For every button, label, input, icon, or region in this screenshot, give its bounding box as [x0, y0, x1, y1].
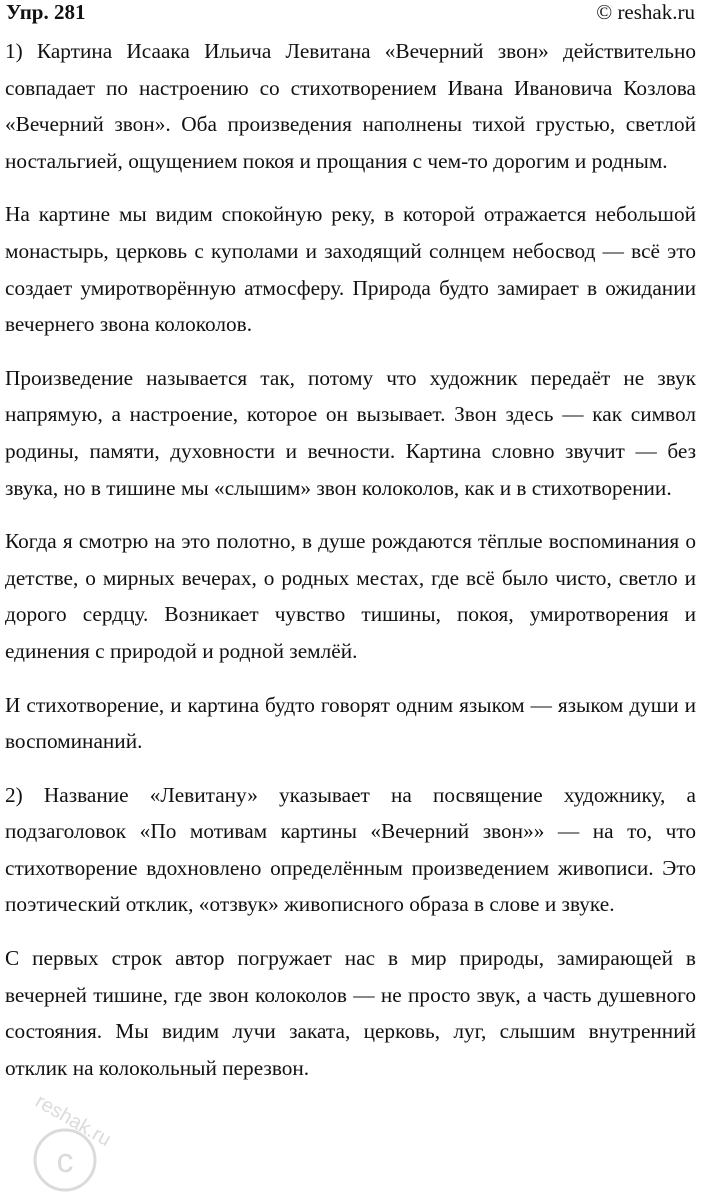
paragraph: Когда я смотрю на это полотно, в душе рождаются тёплые воспоминания о детстве, о мирных вечерах, о родных местах, где всё было чисто, светло и дорого сердцу. Возникает чувство тишины, покоя, умиротворения и единения с природой и родной землёй. [5, 529, 696, 663]
paragraph: Произведение называется так, потому что художник передаёт не звук напрямую, а настроение, которое он вызывает. Звон здесь — как символ родины, памяти, духовности и вечности. Картина словно звучит — без звука, но в тишине мы «слышим» звон колоколов, как и в стихотворении. [5, 365, 696, 500]
page-header [6, 0, 695, 26]
answer-text [5, 33, 696, 1103]
svg-text:reshak.ru: reshak.ru [31, 1090, 115, 1152]
exercise-title: Упр. 281 [6, 0, 86, 24]
paragraph: 1) Картина Исаака Ильича Левитана «Вечерний звон» действительно совпадает по настроению со стихотворением Ивана Ивановича Козлова «Вечерний звон». Оба произведения наполнены тихой грустью, светлой ностальгией, ощущением покоя и прощания с чем-то дорогим и родным. [5, 39, 696, 173]
svg-text:c: c [56, 1142, 74, 1180]
paragraph: С первых строк автор погружает нас в мир природы, замирающей в вечерней тишине, где звон колоколов — не просто звук, а часть душевного состояния. Мы видим лучи заката, церковь, луг, слышим внутренний отклик на колокольный перезвон. [5, 946, 696, 1080]
paragraph: 2) Название «Левитану» указывает на посвящение художнику, а подзаголовок «По мотивам картины «Вечерний звон»» — на то, что стихотворение вдохновлено определённым произведением живописи. Это поэтический отклик, «отзвук» живописного образа в слове и звуке. [5, 782, 696, 917]
paragraph: И стихотворение, и картина будто говорят одним языком — языком души и воспоминаний. [5, 692, 696, 754]
paragraph: На картине мы видим спокойную реку, в которой отражается небольшой монастырь, церковь с куполами и заходящий солнцем небосвод — всё это создает умиротворённую атмосферу. Природа будто замирает в ожидании вечернего звона колоколов. [5, 202, 696, 337]
watermark-logo [20, 1090, 130, 1200]
source-label: © reshak.ru [596, 0, 695, 24]
